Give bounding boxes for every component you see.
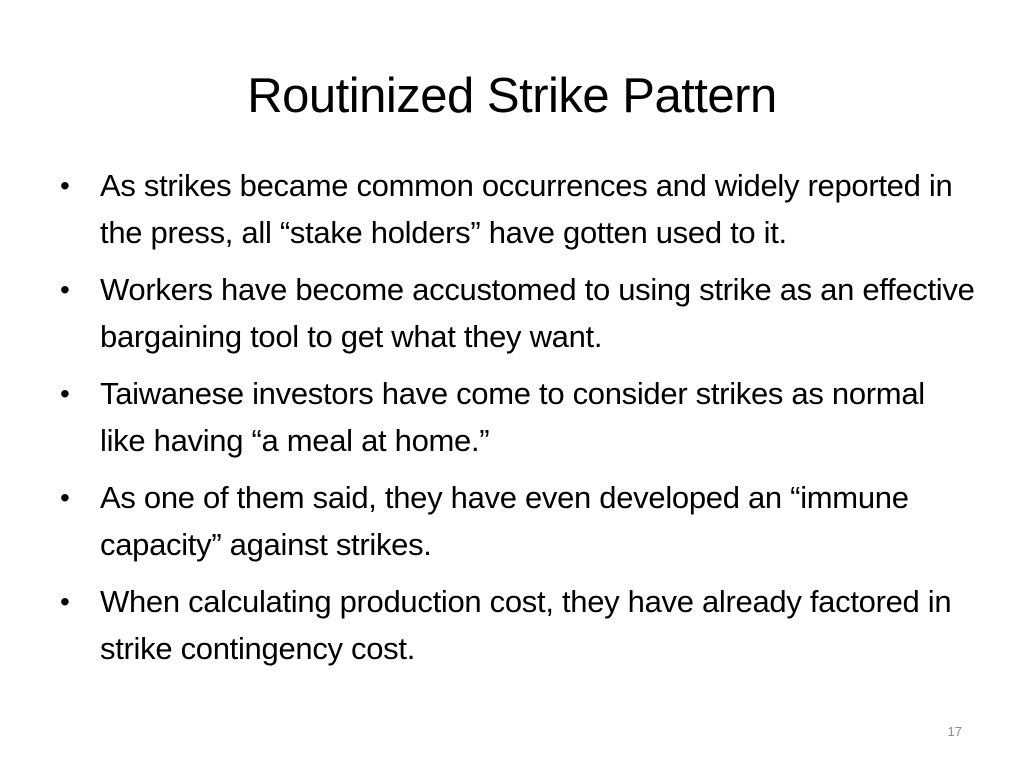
bullet-dot-icon: • bbox=[60, 274, 70, 305]
page-number: 17 bbox=[947, 724, 962, 739]
bullet-item bbox=[58, 578, 978, 672]
bullet-dot-icon: • bbox=[60, 170, 70, 201]
slide-title: Routinized Strike Pattern bbox=[247, 69, 777, 123]
bullet-dot-icon: • bbox=[60, 482, 70, 513]
bullet-text: Taiwanese investors have come to consider strikes as normal like having “a meal at home.” bbox=[100, 376, 925, 458]
bullet-item bbox=[58, 162, 978, 256]
bullet-dot-icon: • bbox=[60, 378, 70, 409]
bullet-item bbox=[58, 266, 978, 360]
bullet-text: As strikes became common occurrences and widely reported in the press, all “stake holders” have gotten used to it. bbox=[100, 168, 953, 250]
bullet-list bbox=[58, 162, 978, 682]
bullet-dot-icon: • bbox=[60, 586, 70, 617]
bullet-text: As one of them said, they have even developed an “immune capacity” against strikes. bbox=[100, 480, 909, 562]
bullet-item bbox=[58, 474, 978, 568]
bullet-text: Workers have become accustomed to using strike as an effective bargaining tool to get what they want. bbox=[100, 272, 975, 354]
bullet-item bbox=[58, 370, 978, 464]
bullet-text: When calculating production cost, they have already factored in strike contingency cost. bbox=[100, 584, 952, 666]
